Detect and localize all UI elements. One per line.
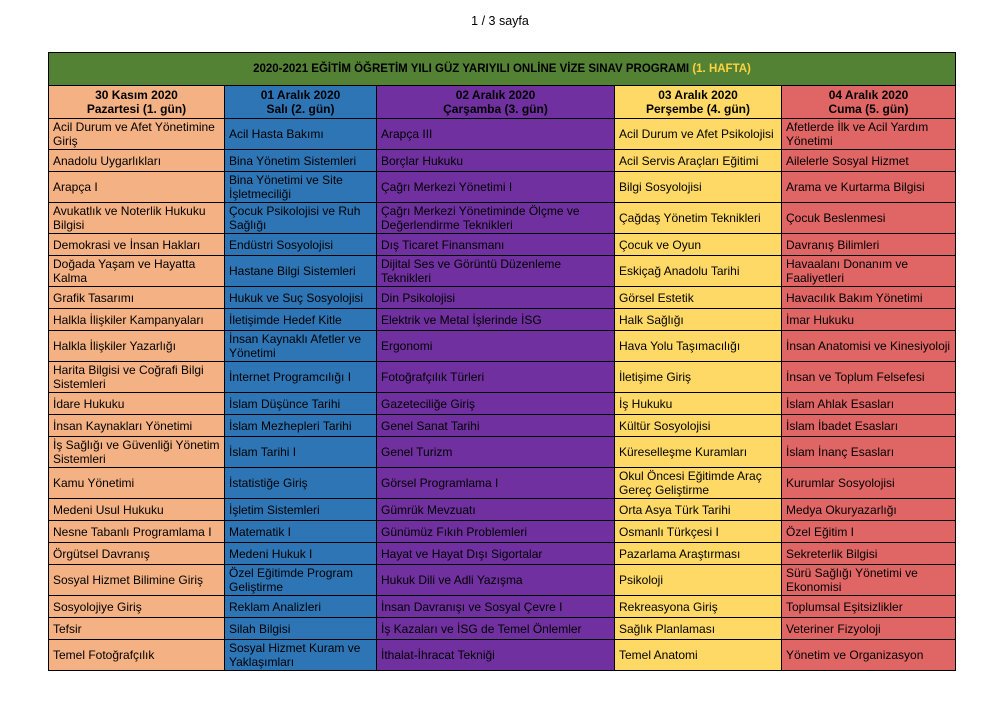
day-date: 02 Aralık 2020	[455, 88, 536, 102]
course-cell: Kamu Yönetimi	[49, 468, 225, 499]
course-cell: İslam İnanç Esasları	[782, 437, 956, 468]
day-date: 04 Aralık 2020	[828, 88, 909, 102]
course-cell: Özel Eğitim I	[782, 521, 956, 543]
table-row	[49, 415, 956, 437]
course-cell: Bina Yönetimi ve Site İşletmeciliği	[225, 172, 377, 203]
course-cell: İstatistiğe Giriş	[225, 468, 377, 499]
course-cell: İnsan Davranışı ve Sosyal Çevre I	[377, 596, 615, 618]
course-cell: Özel Eğitimde Program Geliştirme	[225, 565, 377, 596]
course-cell: Kültür Sosyolojisi	[615, 415, 782, 437]
course-cell: Görsel Programlama I	[377, 468, 615, 499]
day-header-1	[49, 86, 225, 119]
course-cell: İnsan ve Toplum Felsefesi	[782, 362, 956, 393]
course-cell: Elektrik ve Metal İşlerinde İSG	[377, 309, 615, 331]
course-cell: Anadolu Uygarlıkları	[49, 150, 225, 172]
course-cell: Harita Bilgisi ve Coğrafi Bilgi Sistemleri	[49, 362, 225, 393]
table-row	[49, 468, 956, 499]
course-cell: Doğada Yaşam ve Hayatta Kalma	[49, 256, 225, 287]
course-cell: Demokrasi ve İnsan Hakları	[49, 234, 225, 256]
course-cell: Çağrı Merkezi Yönetimi I	[377, 172, 615, 203]
course-cell: İnsan Kaynaklı Afetler ve Yönetimi	[225, 331, 377, 362]
course-cell: Dijital Ses ve Görüntü Düzenleme Teknikleri	[377, 256, 615, 287]
course-cell: Hastane Bilgi Sistemleri	[225, 256, 377, 287]
course-cell: Ailelerle Sosyal Hizmet	[782, 150, 956, 172]
day-date: 30 Kasım 2020	[95, 88, 178, 102]
course-cell: Bilgi Sosyolojisi	[615, 172, 782, 203]
table-row	[49, 521, 956, 543]
course-cell: Temel Fotoğrafçılık	[49, 640, 225, 671]
course-cell: Dış Ticaret Finansmanı	[377, 234, 615, 256]
day-name: Perşembe (4. gün)	[645, 102, 751, 116]
day-header-2	[225, 86, 377, 119]
table-row	[49, 393, 956, 415]
course-cell: Fotoğrafçılık Türleri	[377, 362, 615, 393]
course-cell: Matematik I	[225, 521, 377, 543]
table-row	[49, 331, 956, 362]
course-cell: Reklam Analizleri	[225, 596, 377, 618]
day-date: 03 Aralık 2020	[658, 88, 738, 102]
day-name: Salı (2. gün)	[266, 102, 335, 116]
day-name: Cuma (5. gün)	[828, 102, 909, 116]
course-cell: Hayat ve Hayat Dışı Sigortalar	[377, 543, 615, 565]
course-cell: Orta Asya Türk Tarihi	[615, 499, 782, 521]
table-row	[49, 565, 956, 596]
table-row	[49, 543, 956, 565]
course-cell: Toplumsal Eşitsizlikler	[782, 596, 956, 618]
course-cell: İletişime Giriş	[615, 362, 782, 393]
table-row	[49, 618, 956, 640]
course-cell: Ergonomi	[377, 331, 615, 362]
course-cell: Osmanlı Türkçesi I	[615, 521, 782, 543]
course-cell: Halkla İlişkiler Kampanyaları	[49, 309, 225, 331]
course-cell: İnsan Kaynakları Yönetimi	[49, 415, 225, 437]
course-cell: Veteriner Fizyoloji	[782, 618, 956, 640]
course-cell: Genel Turizm	[377, 437, 615, 468]
course-cell: İmar Hukuku	[782, 309, 956, 331]
course-cell: Afetlerde İlk ve Acil Yardım Yönetimi	[782, 119, 956, 150]
day-header-5	[782, 86, 956, 119]
table-row	[49, 203, 956, 234]
course-cell: Din Psikolojisi	[377, 287, 615, 309]
table-row	[49, 499, 956, 521]
course-cell: İslam Düşünce Tarihi	[225, 393, 377, 415]
course-cell: Küreselleşme Kuramları	[615, 437, 782, 468]
course-cell: Sosyal Hizmet Bilimine Giriş	[49, 565, 225, 596]
course-cell: Havaalanı Donanım ve Faaliyetleri	[782, 256, 956, 287]
course-cell: Medya Okuryazarlığı	[782, 499, 956, 521]
course-cell: Sürü Sağlığı Yönetimi ve Ekonomisi	[782, 565, 956, 596]
course-cell: Psikoloji	[615, 565, 782, 596]
course-cell: İş Kazaları ve İSG de Temel Önlemler	[377, 618, 615, 640]
course-cell: İslam İbadet Esasları	[782, 415, 956, 437]
day-date: 01 Aralık 2020	[260, 88, 341, 102]
course-cell: Eskiçağ Anadolu Tarihi	[615, 256, 782, 287]
course-cell: Hukuk Dili ve Adli Yazışma	[377, 565, 615, 596]
course-cell: Acil Servis Araçları Eğitimi	[615, 150, 782, 172]
table-row	[49, 172, 956, 203]
course-cell: Temel Anatomi	[615, 640, 782, 671]
course-cell: Kurumlar Sosyolojisi	[782, 468, 956, 499]
course-cell: Nesne Tabanlı Programlama I	[49, 521, 225, 543]
course-cell: Avukatlık ve Noterlik Hukuku Bilgisi	[49, 203, 225, 234]
exam-schedule-table	[48, 52, 956, 671]
course-cell: Okul Öncesi Eğitimde Araç Gereç Geliştirme	[615, 468, 782, 499]
course-cell: Sosyal Hizmet Kuram ve Yaklaşımları	[225, 640, 377, 671]
page-indicator: 1 / 3 sayfa	[471, 14, 529, 28]
course-cell: Tefsir	[49, 618, 225, 640]
table-row	[49, 256, 956, 287]
course-cell: Silah Bilgisi	[225, 618, 377, 640]
course-cell: Grafik Tasarımı	[49, 287, 225, 309]
course-cell: Arapça III	[377, 119, 615, 150]
table-row	[49, 309, 956, 331]
course-cell: Acil Hasta Bakımı	[225, 119, 377, 150]
course-cell: Çocuk Beslenmesi	[782, 203, 956, 234]
day-name: Pazartesi (1. gün)	[86, 102, 187, 116]
course-cell: Arama ve Kurtarma Bilgisi	[782, 172, 956, 203]
course-cell: İnsan Anatomisi ve Kinesiyoloji	[782, 331, 956, 362]
course-cell: Halkla İlişkiler Yazarlığı	[49, 331, 225, 362]
schedule-title	[49, 53, 956, 86]
course-cell: İslam Mezhepleri Tarihi	[225, 415, 377, 437]
course-cell: Gümrük Mevzuatı	[377, 499, 615, 521]
table-row	[49, 119, 956, 150]
course-cell: Çağdaş Yönetim Teknikleri	[615, 203, 782, 234]
course-cell: Sağlık Planlaması	[615, 618, 782, 640]
table-row	[49, 640, 956, 671]
course-cell: Medeni Usul Hukuku	[49, 499, 225, 521]
course-cell: Sekreterlik Bilgisi	[782, 543, 956, 565]
course-cell: Acil Durum ve Afet Psikolojisi	[615, 119, 782, 150]
course-cell: İdare Hukuku	[49, 393, 225, 415]
course-cell: Sosyolojiye Giriş	[49, 596, 225, 618]
course-cell: Hukuk ve Suç Sosyolojisi	[225, 287, 377, 309]
table-row	[49, 150, 956, 172]
course-cell: Çocuk Psikolojisi ve Ruh Sağlığı	[225, 203, 377, 234]
course-cell: Halk Sağlığı	[615, 309, 782, 331]
course-cell: İnternet Programcılığı I	[225, 362, 377, 393]
table-row	[49, 437, 956, 468]
course-cell: Arapça I	[49, 172, 225, 203]
day-header-row	[49, 86, 956, 119]
course-cell: Borçlar Hukuku	[377, 150, 615, 172]
course-cell: İş Sağlığı ve Güvenliği Yönetim Sistemleri	[49, 437, 225, 468]
course-cell: Yönetim ve Organizasyon	[782, 640, 956, 671]
title-row	[49, 53, 956, 86]
table-row	[49, 362, 956, 393]
course-cell: Endüstri Sosyolojisi	[225, 234, 377, 256]
title-main: 2020-2021 EĞİTİM ÖĞRETİM YILI GÜZ YARIYILI ONLİNE VİZE SINAV PROGRAMI	[253, 63, 690, 75]
table-row	[49, 596, 956, 618]
course-cell: Pazarlama Araştırması	[615, 543, 782, 565]
course-cell: İşletim Sistemleri	[225, 499, 377, 521]
table-row	[49, 234, 956, 256]
course-cell: Havacılık Bakım Yönetimi	[782, 287, 956, 309]
course-cell: Medeni Hukuk I	[225, 543, 377, 565]
course-cell: Davranış Bilimleri	[782, 234, 956, 256]
course-cell: Örgütsel Davranış	[49, 543, 225, 565]
course-cell: Acil Durum ve Afet Yönetimine Giriş	[49, 119, 225, 150]
course-cell: Genel Sanat Tarihi	[377, 415, 615, 437]
course-cell: İş Hukuku	[615, 393, 782, 415]
title-week: (1. HAFTA)	[692, 63, 751, 75]
course-cell: Gazeteciliğe Giriş	[377, 393, 615, 415]
day-header-3	[377, 86, 615, 119]
course-cell: Bina Yönetim Sistemleri	[225, 150, 377, 172]
course-cell: İslam Tarihi I	[225, 437, 377, 468]
course-cell: Rekreasyona Giriş	[615, 596, 782, 618]
course-cell: İthalat-İhracat Tekniği	[377, 640, 615, 671]
course-cell: İslam Ahlak Esasları	[782, 393, 956, 415]
day-name: Çarşamba (3. gün)	[443, 102, 548, 116]
course-cell: Çocuk ve Oyun	[615, 234, 782, 256]
course-cell: Görsel Estetik	[615, 287, 782, 309]
course-cell: İletişimde Hedef Kitle	[225, 309, 377, 331]
table-row	[49, 287, 956, 309]
course-cell: Günümüz Fıkıh Problemleri	[377, 521, 615, 543]
course-cell: Hava Yolu Taşımacılığı	[615, 331, 782, 362]
day-header-4	[615, 86, 782, 119]
course-cell: Çağrı Merkezi Yönetiminde Ölçme ve Değerlendirme Teknikleri	[377, 203, 615, 234]
